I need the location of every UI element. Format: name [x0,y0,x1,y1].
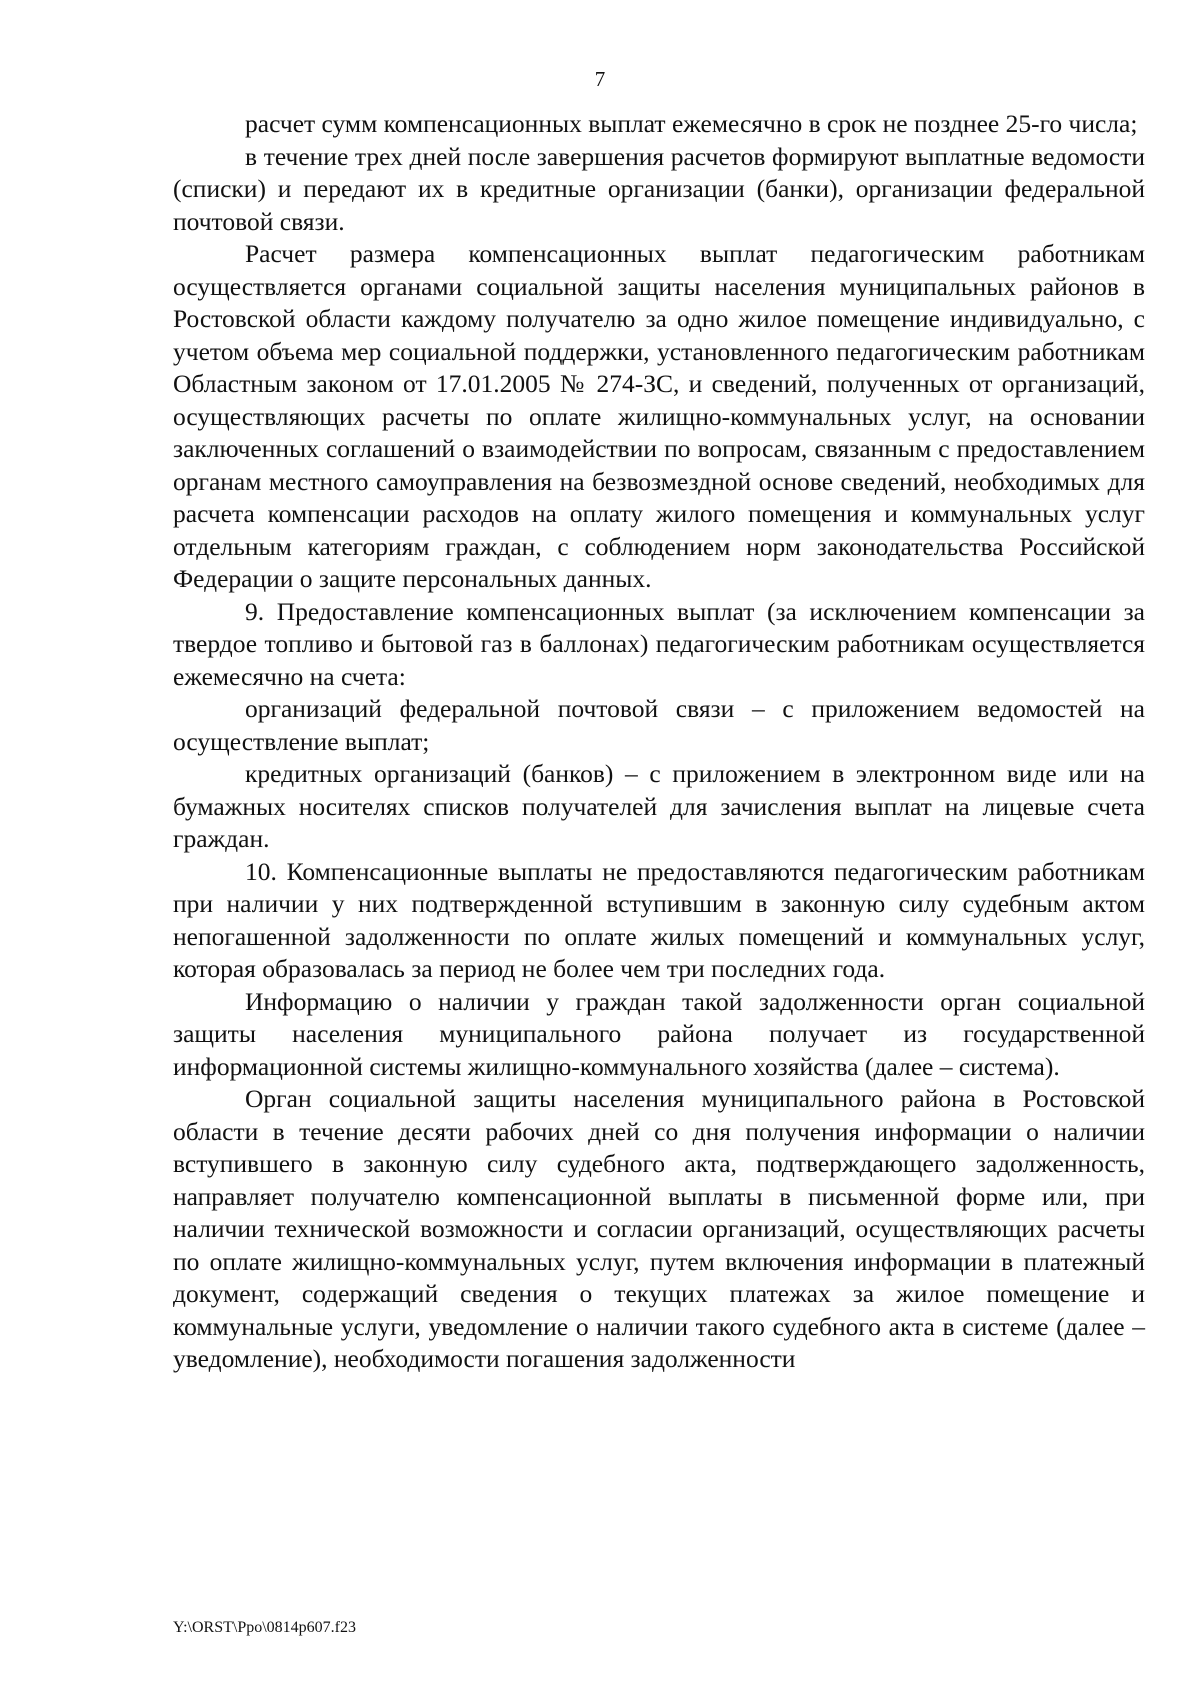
paragraph-debt-information: Информацию о наличии у граждан такой задолженности орган социальной защиты населения муниципального района получает из государственной информационной системы жилищно-коммунального хозяйства (далее – система). [173,986,1145,1081]
paragraph-item-10: 10. Компенсационные выплаты не предоставляются педагогическим работникам при наличии у них подтвержденной вступившим в законную силу судебным актом непогашенной задолженности по оплате жилых помещений и коммунальных услуг, которая образовалась за период не более чем три последних года. [173,856,1145,983]
paragraph-payment-lists: в течение трех дней после завершения расчетов формируют выплатные ведомости (списки) и передают их в кредитные организации (банки), организации федеральной почтовой связи. [173,141,1145,236]
document-body [173,108,1145,1376]
page-number: 7 [594,67,606,91]
paragraph-payment-calculation: расчет сумм компенсационных выплат ежемесячно в срок не позднее 25-го числа; [245,109,1138,138]
paragraph-item-9: 9. Предоставление компенсационных выплат (за исключением компенсации за твердое топливо и бытовой газ в баллонах) педагогическим работникам осуществляется ежемесячно на счета: [173,596,1145,691]
paragraph-calculation-basis: Расчет размера компенсационных выплат педагогическим работникам осуществляется органами социальной защиты населения муниципальных районов в Ростовской области каждому получателю за одно жилое помещение индивидуально, с учетом объема мер социальной поддержки, установленного педагогическим работникам Областным законом от 17.01.2005 № 274-ЗС, и сведений, полученных от организаций, осуществляющих расчеты по оплате жилищно-коммунальных услуг, на основании заключенных соглашений о взаимодействии по вопросам, связанным с предоставлением органам местного самоуправления на безвозмездной основе сведений, необходимых для расчета компенсации расходов на оплату жилого помещения и коммунальных услуг отдельным категориям граждан, с соблюдением норм законодательства Российской Федерации о защите персональных данных. [173,239,1145,593]
paragraph-notification: Орган социальной защиты населения муниципального района в Ростовской области в течение десяти рабочих дней со дня получения информации о наличии вступившего в законную силу судебного акта, подтверждающего задолженность, направляет получателю компенсационной выплаты в письменной форме или, при наличии технической возможности и согласии организаций, осуществляющих расчеты по оплате жилищно-коммунальных услуг, путем включения информации в платежный документ, содержащий сведения о текущих платежах за жилое помещение и коммунальные услуги, уведомление о наличии такого судебного акта в системе (далее – уведомление), необходимости погашения задолженности [173,1084,1145,1373]
paragraph-credit-organizations: кредитных организаций (банков) – с приложением в электронном виде или на бумажных носителях списков получателей для зачисления выплат на лицевые счета граждан. [173,759,1145,853]
footer-file-path: Y:\ORST\Ppo\0814p607.f23 [173,1619,356,1636]
paragraph-postal-organizations: организаций федеральной почтовой связи – с приложением ведомостей на осуществление выплат; [173,694,1145,756]
